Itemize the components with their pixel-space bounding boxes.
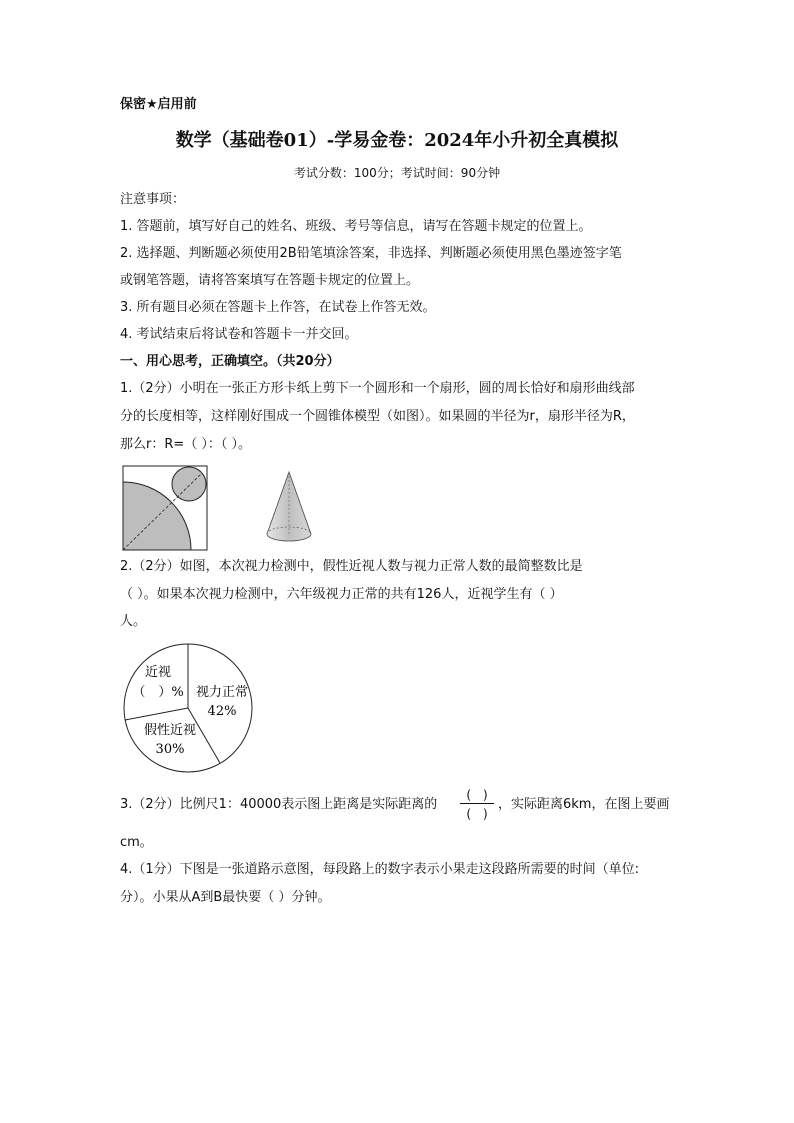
- question-4-line-2: 分）。小果从A到B最快要（ ）分钟。: [120, 890, 331, 905]
- pie-value-normal: 42%: [207, 704, 237, 719]
- cone-figure: [264, 470, 314, 546]
- pie-label-pseudo: 假性近视: [143, 723, 197, 738]
- fraction-denominator: ( ): [466, 807, 488, 821]
- pie-label-myopia: 近视: [144, 665, 172, 680]
- fraction-numerator: ( ): [466, 788, 488, 802]
- pie-value-pseudo: 30%: [155, 742, 185, 757]
- confidential-mark: 保密★启用前: [120, 97, 197, 112]
- question-1-line-1: 1.（2分）小明在一张正方形卡纸上剪下一个圆形和一个扇形，圆的周长恰好和扇形曲线部: [120, 381, 635, 396]
- note-item-1: 1. 答题前，填写好自己的姓名、班级、考号等信息，请写在答题卡规定的位置上。: [120, 219, 592, 234]
- exam-subtitle: 考试分数：100分；考试时间：90分钟: [293, 166, 501, 180]
- section-1-heading: 一、用心思考，正确填空。（共20分）: [120, 354, 340, 369]
- question-2-line-1: 2.（2分）如图，本次视力检测中，假性近视人数与视力正常人数的最简整数比是: [120, 559, 583, 574]
- note-item-2: 2. 选择题、判断题必须使用2B铅笔填涂答案，非选择、判断题必须使用黑色墨迹签字笔: [120, 246, 622, 261]
- fraction-blank: [457, 786, 497, 822]
- vision-pie-chart: [120, 640, 256, 776]
- question-4-line-1: 4.（1分）下图是一张道路示意图，每段路上的数字表示小果走这段路所需要的时间（单位:: [120, 862, 640, 877]
- pie-label-normal: 视力正常: [195, 685, 249, 700]
- exam-title: 数学（基础卷01）-学易金卷：2024年小升初全真模拟: [175, 130, 619, 151]
- question-3-part-2: ，实际距离6km，在图上要画: [498, 797, 670, 812]
- note-item-2-cont: 或钢笔答题，请将答案填写在答题卡规定的位置上。: [120, 273, 420, 288]
- pie-value-myopia: （ ）%: [132, 685, 184, 700]
- circle-shape: [172, 467, 206, 501]
- note-item-3: 3. 所有题目必须在答题卡上作答，在试卷上作答无效。: [120, 300, 436, 315]
- question-1-line-3: 那么r：R=（ ）：（ ）。: [120, 437, 252, 452]
- question-3-part-1: 3.（2分）比例尺1：40000表示图上距离是实际距离的: [120, 797, 438, 812]
- square-card-figure: [121, 462, 213, 552]
- question-2-line-2: （ ）。如果本次视力检测中，六年级视力正常的共有126人，近视学生有（ ）: [120, 587, 563, 602]
- question-2-line-3: 人。: [120, 614, 147, 629]
- notes-heading: 注意事项：: [120, 192, 186, 207]
- fraction-bar: [460, 803, 494, 804]
- question-3-line-2: cm。: [120, 835, 153, 850]
- note-item-4: 4. 考试结束后将试卷和答题卡一并交回。: [120, 327, 358, 342]
- question-1-line-2: 分的长度相等，这样刚好围成一个圆锥体模型（如图）。如果圆的半径为r，扇形半径为R，: [120, 409, 635, 424]
